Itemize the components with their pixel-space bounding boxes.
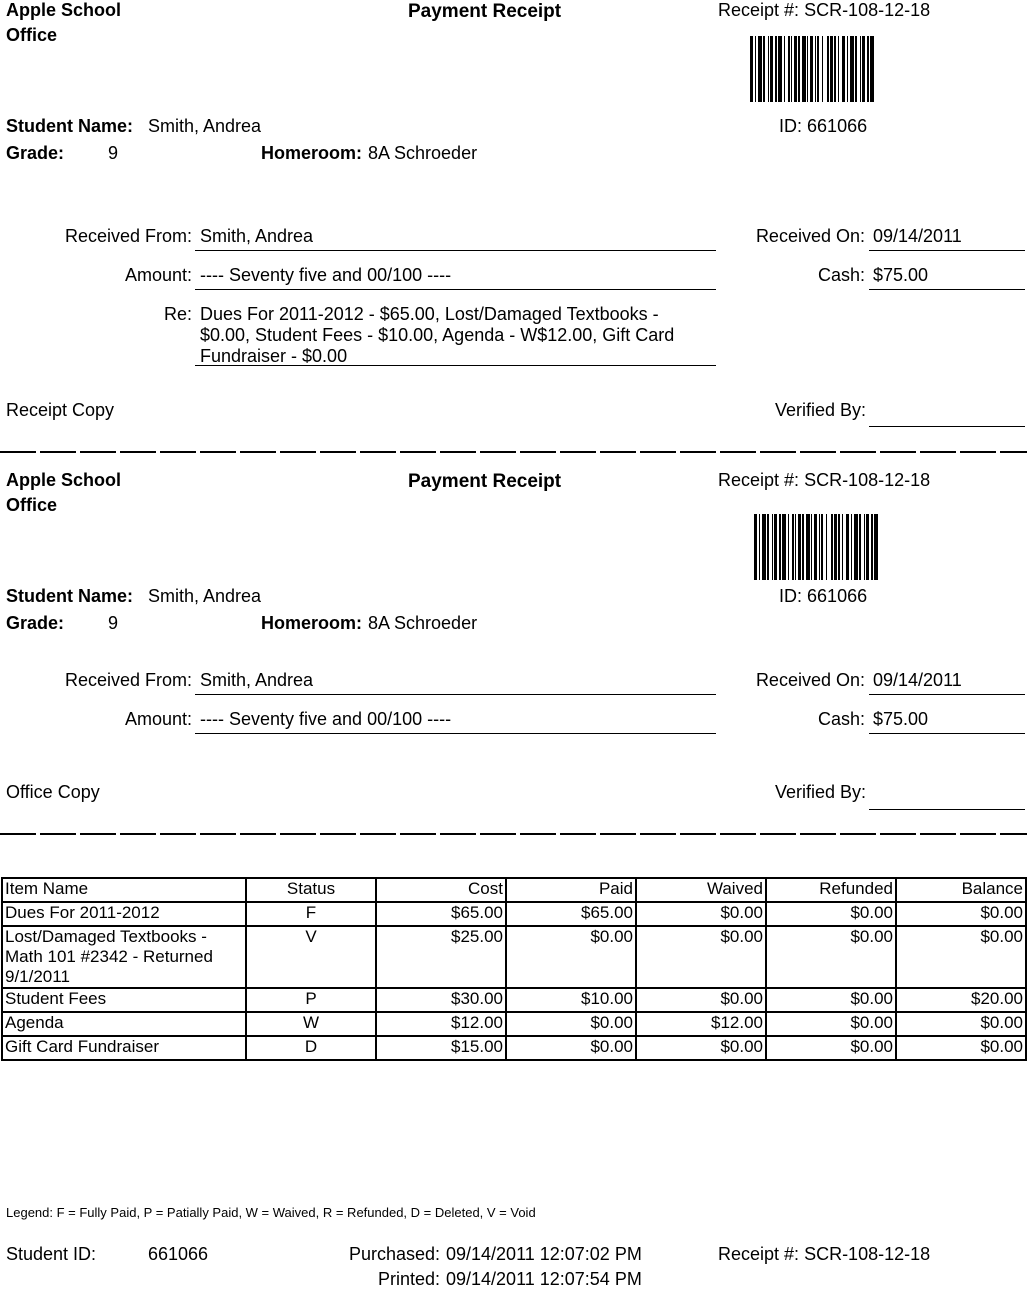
status-cell: P <box>246 988 376 1012</box>
footer-student-id-value: 661066 <box>148 1244 209 1264</box>
cut-line-divider <box>0 833 1027 835</box>
cost-cell: $15.00 <box>376 1036 506 1060</box>
homeroom-label: Homeroom: <box>261 143 363 163</box>
student-name-label: Student Name: <box>6 116 134 136</box>
received-from-label: Received From: <box>64 670 192 690</box>
table-row <box>2 1012 1026 1036</box>
status-cell: W <box>246 1012 376 1036</box>
receipt-number <box>718 470 930 491</box>
footer-receipt-label: Receipt #: <box>718 1244 800 1264</box>
footer-purchased-value: 09/14/2011 12:07:02 PM <box>446 1244 642 1264</box>
item-name-cell: Dues For 2011-2012 <box>2 902 246 926</box>
items-table <box>1 877 1027 1061</box>
verified-by-label: Verified By: <box>775 400 867 420</box>
homeroom-value: 8A Schroeder <box>368 143 478 163</box>
barcode-id-label: ID: <box>779 116 803 136</box>
grade-label: Grade: <box>6 613 65 633</box>
item-name-cell: Lost/Damaged Textbooks - Math 101 #2342 - Returned 9/1/2011 <box>2 926 246 988</box>
amount-label: Amount: <box>124 265 192 285</box>
barcode-id-label: ID: <box>779 586 803 606</box>
cash-value: $75.00 <box>873 265 929 285</box>
student-name-label: Student Name: <box>6 586 134 606</box>
received-from-value: Smith, Andrea <box>200 670 314 690</box>
barcode-id-value: 661066 <box>807 116 868 136</box>
table-row <box>2 926 1026 988</box>
column-header-status: Status <box>246 878 376 902</box>
footer-printed-value: 09/14/2011 12:07:54 PM <box>446 1269 642 1289</box>
received-on-label: Received On: <box>755 226 865 246</box>
waived-cell: $0.00 <box>636 902 766 926</box>
cost-cell: $25.00 <box>376 926 506 988</box>
re-line: Dues For 2011-2012 - $65.00, Lost/Damaged Textbooks - <box>200 304 659 324</box>
school-office: Office <box>6 495 58 515</box>
balance-cell: $0.00 <box>896 1012 1026 1036</box>
item-name-cell: Agenda <box>2 1012 246 1036</box>
column-header-balance: Balance <box>896 878 1026 902</box>
status-cell: F <box>246 902 376 926</box>
refunded-cell: $0.00 <box>766 1036 896 1060</box>
waived-cell: $0.00 <box>636 988 766 1012</box>
paid-cell: $0.00 <box>506 1036 636 1060</box>
column-header-item-name: Item Name <box>2 878 246 902</box>
footer-receipt-value: SCR-108-12-18 <box>804 1244 931 1264</box>
received-from-value: Smith, Andrea <box>200 226 314 246</box>
receipt-title: Payment Receipt <box>408 471 562 492</box>
cash-label: Cash: <box>817 265 865 285</box>
paid-cell: $0.00 <box>506 926 636 988</box>
refunded-cell: $0.00 <box>766 1012 896 1036</box>
grade-label: Grade: <box>6 143 65 163</box>
footer-student-id-label: Student ID: <box>6 1244 97 1264</box>
school-name: Apple School <box>6 0 122 20</box>
re-text <box>200 304 674 367</box>
received-from-label: Received From: <box>64 226 192 246</box>
footer-purchased-label: Purchased: <box>348 1244 440 1264</box>
refunded-cell: $0.00 <box>766 988 896 1012</box>
table-header-row <box>2 878 1026 902</box>
school-name: Apple School <box>6 470 122 490</box>
cash-value: $75.00 <box>873 709 929 729</box>
refunded-cell: $0.00 <box>766 902 896 926</box>
grade-value: 9 <box>108 613 119 633</box>
amount-value: ---- Seventy five and 00/100 ---- <box>200 709 452 729</box>
balance-cell: $0.00 <box>896 926 1026 988</box>
barcode-id-value: 661066 <box>807 586 868 606</box>
waived-cell: $0.00 <box>636 1036 766 1060</box>
cash-label: Cash: <box>817 709 865 729</box>
column-header-waived: Waived <box>636 878 766 902</box>
status-legend: Legend: F = Fully Paid, P = Patially Paid, W = Waived, R = Refunded, D = Deleted, V = Void <box>6 1205 536 1220</box>
re-line: Fundraiser - $0.00 <box>200 346 348 366</box>
status-cell: D <box>246 1036 376 1060</box>
paid-cell: $10.00 <box>506 988 636 1012</box>
amount-value: ---- Seventy five and 00/100 ---- <box>200 265 452 285</box>
barcode-icon <box>754 514 880 580</box>
table-row <box>2 1036 1026 1060</box>
receipt-number-value: SCR-108-12-18 <box>804 470 931 490</box>
cost-cell: $65.00 <box>376 902 506 926</box>
student-name-value: Smith, Andrea <box>148 116 262 136</box>
balance-cell: $0.00 <box>896 902 1026 926</box>
homeroom-label: Homeroom: <box>261 613 363 633</box>
column-header-cost: Cost <box>376 878 506 902</box>
cut-line-divider <box>0 451 1027 453</box>
barcode-icon <box>750 36 876 102</box>
waived-cell: $0.00 <box>636 926 766 988</box>
copy-label: Office Copy <box>6 782 100 802</box>
barcode-id <box>779 116 867 137</box>
school-office: Office <box>6 25 58 45</box>
paid-cell: $65.00 <box>506 902 636 926</box>
cost-cell: $30.00 <box>376 988 506 1012</box>
item-name-cell: Gift Card Fundraiser <box>2 1036 246 1060</box>
re-label: Re: <box>163 304 192 324</box>
table-row <box>2 902 1026 926</box>
receipt-number-label: Receipt #: <box>718 0 800 20</box>
receipt-number-value: SCR-108-12-18 <box>804 0 931 20</box>
column-header-refunded: Refunded <box>766 878 896 902</box>
waived-cell: $12.00 <box>636 1012 766 1036</box>
cost-cell: $12.00 <box>376 1012 506 1036</box>
amount-label: Amount: <box>124 709 192 729</box>
item-name-cell: Student Fees <box>2 988 246 1012</box>
status-cell: V <box>246 926 376 988</box>
receipt-title: Payment Receipt <box>408 1 562 22</box>
refunded-cell: $0.00 <box>766 926 896 988</box>
receipt-number-label: Receipt #: <box>718 470 800 490</box>
table-row <box>2 988 1026 1012</box>
grade-value: 9 <box>108 143 119 163</box>
barcode-id <box>779 586 867 607</box>
student-name-value: Smith, Andrea <box>148 586 262 606</box>
re-line: $0.00, Student Fees - $10.00, Agenda - W$12.00, Gift Card <box>200 325 675 345</box>
received-on-label: Received On: <box>755 670 865 690</box>
balance-cell: $20.00 <box>896 988 1026 1012</box>
paid-cell: $0.00 <box>506 1012 636 1036</box>
received-on-value: 09/14/2011 <box>873 670 962 690</box>
receipt-number <box>718 0 930 21</box>
footer-printed-label: Printed: <box>377 1269 440 1289</box>
verified-by-label: Verified By: <box>775 782 867 802</box>
column-header-paid: Paid <box>506 878 636 902</box>
received-on-value: 09/14/2011 <box>873 226 962 246</box>
balance-cell: $0.00 <box>896 1036 1026 1060</box>
homeroom-value: 8A Schroeder <box>368 613 478 633</box>
footer-receipt-number <box>718 1244 930 1265</box>
copy-label: Receipt Copy <box>6 400 115 420</box>
